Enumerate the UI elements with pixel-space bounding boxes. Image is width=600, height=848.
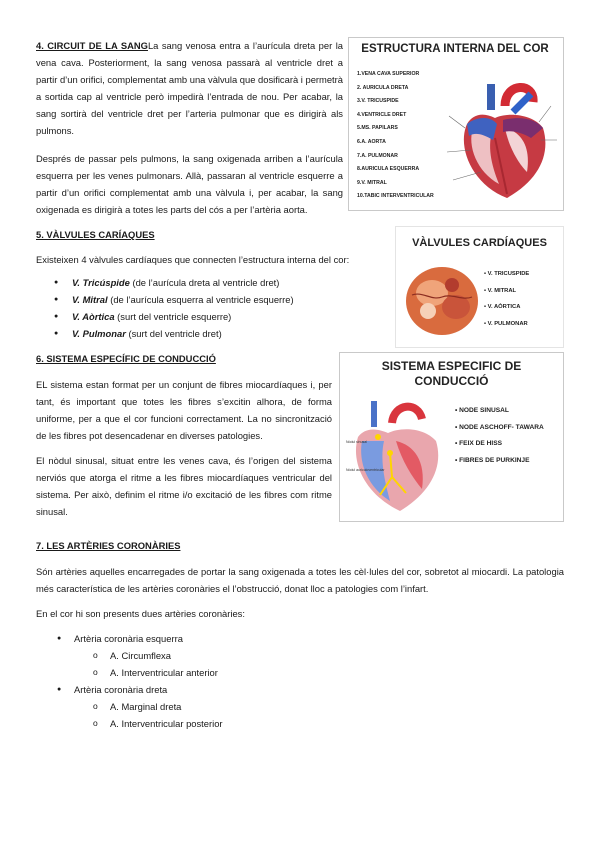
- valve-description: (de l’aurícula esquerra al ventricle esquerre): [107, 294, 294, 305]
- svg-text:Nòdul sinusal: Nòdul sinusal: [346, 440, 368, 444]
- figure-label: 8.AURICULA ESQUERRA: [357, 166, 420, 173]
- list-item: o A. Interventricular anterior: [36, 664, 564, 681]
- valves-list: [36, 274, 386, 342]
- valve-description: (surt del ventricle dret): [125, 328, 222, 339]
- figure-label: • NODE ASCHOFF- TAWARA: [455, 423, 544, 431]
- list-item: o A. Interventricular posterior: [36, 715, 564, 732]
- valve-name: V. Tricúspide: [72, 277, 130, 288]
- circuit-text-1: La sang venosa entra a l’aurícula dreta per la vena cava. Posteriorment, la sang venosa passarà al ventricle dret a partir d’un orifici, complementat amb una vàlvula que dosificarà i permetrà a sortida cap al ventricle però impedirà l’entrada de nou. Per acabar, la sang sortirà del ventricle dret per l’arteria pulmonar que es dirigirà als pulmons.: [36, 40, 343, 136]
- valve-name: V. Pulmonar: [72, 328, 126, 339]
- list-item: [36, 291, 386, 308]
- figure-label: • V. AÒRTICA: [484, 304, 521, 310]
- circuit-heading: 4. CIRCUIT DE LA SANG: [36, 40, 148, 51]
- list-item: o A. Marginal dreta: [36, 698, 564, 715]
- valves-intro: Existeixen 4 vàlvules cardíaques que connecten l’estructura interna del cor:: [36, 254, 350, 265]
- section-conduction: [36, 350, 332, 520]
- figure-label: • V. MITRAL: [484, 287, 517, 294]
- figure-heart-structure-title: ESTRUCTURA INTERNA DEL COR: [361, 43, 549, 55]
- circuit-paragraph-1: [36, 37, 343, 139]
- figure-conduction-system: [339, 352, 564, 522]
- svg-text:Nòdul auriculoventricular: Nòdul auriculoventricular: [346, 468, 385, 472]
- list-item: ● Artèria coronària esquerra: [36, 630, 564, 647]
- valve-name: V. Aòrtica: [72, 311, 115, 322]
- figure-label: 1.VENA CAVA SUPERIOR: [357, 71, 420, 77]
- figure-label: 10.TABIC INTERVENTRICULAR: [357, 193, 434, 200]
- section-coronary-arteries: [36, 537, 564, 732]
- list-item: [36, 308, 386, 325]
- figure-label: • FIBRES DE PURKINJE: [455, 456, 530, 464]
- figure-label: 9.V. MITRAL: [357, 179, 387, 186]
- figure-label: • FEIX DE HISS: [455, 440, 503, 447]
- figure-label: • V. PULMONAR: [484, 320, 528, 327]
- figure-label: 7.A. PULMONAR: [357, 152, 398, 159]
- figure-label: 4.VENTRICLE DRET: [357, 111, 407, 118]
- conduction-paragraph-2: El nòdul sinusal, situat entre les venes cava, és l’origen del sistema nerviós que atorga el ritme a les fibres miocardíaques ventricular del sistema. Per això, definim el ritme i/o excitació de les fibres com ritme sinusal.: [36, 455, 332, 517]
- section-circuit: [36, 37, 343, 218]
- valve-description: (surt del ventricle esquerre): [114, 311, 232, 322]
- coronary-paragraph-1: Són artèries aquelles encarregades de portar la sang oxigenada a totes les cèl·lules del cor, sobretot al miocardi. La patologia més característica de les artèries coronàries el l’obstrucció, donat lloc a patologies com l’infart.: [36, 566, 564, 594]
- heart-valves-illustration: [402, 257, 482, 341]
- figure-heart-valves: [395, 226, 564, 348]
- valve-name: V. Mitral: [72, 294, 108, 305]
- list-item: o A. Circumflexa: [36, 647, 564, 664]
- figure-conduction-system-title: SISTEMA ESPECIFIC DE CONDUCCIÓ: [381, 359, 522, 388]
- heart-structure-illustration: [447, 76, 559, 204]
- figure-label: • V. TRICUSPIDE: [484, 271, 530, 277]
- conduction-system-illustration: [344, 397, 452, 517]
- circuit-paragraph-2: Després de passar pels pulmons, la sang oxigenada arriben a l’aurícula esquerra per les venes pulmonars. Allà, passaran al ventricle esquerre a partir d’un orifici complementat amb una vàlvula i, per acabar, la sang oxigenada es dirigirà a totes les parts del cós a per l’artèria aorta.: [36, 153, 343, 215]
- figure-label: 3.V. TRICUSPIDE: [357, 98, 399, 105]
- conduction-paragraph-1: EL sistema estan format per un conjunt de fibres miocardíaques i, per tant, és important que totes les fibres s’excitin alhora, de forma uniforme, per a que el cor funcioni correctament. La no sincronització de les fibres pot desencadenar en diverses patologies.: [36, 379, 332, 441]
- figure-label: 5.MS. PAPILARS: [357, 125, 398, 132]
- valve-description: (de l’aurícula dreta al ventricle dret): [129, 277, 280, 288]
- list-item: ● Artèria coronària dreta: [36, 681, 564, 698]
- coronary-paragraph-2: En el cor hi son presents dues artèries coronàries:: [36, 608, 245, 619]
- conduction-heading: 6. SISTEMA ESPECÍFIC DE CONDUCCIÓ: [36, 353, 216, 364]
- coronary-list: [36, 630, 564, 732]
- valves-heading: 5. VÀLVULES CARÍAQUES: [36, 229, 155, 240]
- list-item: [36, 325, 386, 342]
- figure-heart-structure: [348, 37, 564, 211]
- figure-label: 6.A. AORTA: [357, 139, 386, 145]
- section-valves: [36, 226, 386, 342]
- figure-label: 2. AURICULA DRETA: [357, 84, 409, 91]
- figure-label: • NODE SINUSAL: [455, 407, 509, 414]
- list-item: [36, 274, 386, 291]
- coronary-heading: 7. LES ARTÈRIES CORONÀRIES: [36, 540, 181, 551]
- figure-heart-valves-title: VÀLVULES CARDÍAQUES: [412, 237, 547, 249]
